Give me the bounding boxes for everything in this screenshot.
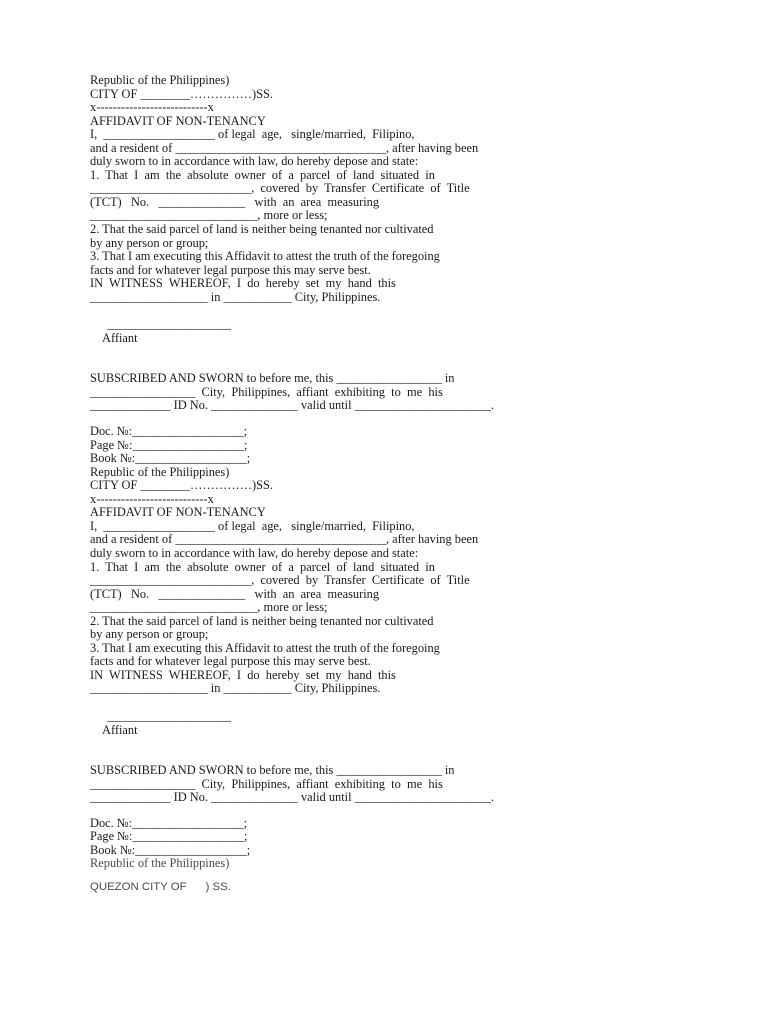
footer-caption: [90, 857, 560, 894]
caption-city: CITY OF ________……………)SS.: [90, 478, 274, 493]
paragraph-1-line-1: 1. That I am the absolute owner of a parcel of land situated in: [90, 167, 435, 182]
document-page: [90, 74, 560, 894]
paragraph-2-line-2: by any person or group;: [90, 627, 209, 642]
intro-line-2: and a resident of __________________________________, after having been: [90, 532, 479, 547]
affidavit-title: AFFIDAVIT OF NON-TENANCY: [90, 113, 266, 128]
jurat-line-1: SUBSCRIBED AND SWORN to before me, this _________________ in: [90, 763, 455, 778]
witness-line-1: IN WITNESS WHEREOF, I do hereby set my hand this: [90, 276, 396, 291]
page-number: Page №:__________________;: [90, 437, 248, 452]
caption-separator: x---------------------------x: [90, 100, 214, 115]
affidavit-1: [90, 74, 560, 466]
paragraph-3-line-2: facts and for whatever legal purpose this may serve best.: [90, 654, 371, 669]
affidavit-title: AFFIDAVIT OF NON-TENANCY: [90, 505, 266, 520]
jurat-line-2: _________________ City, Philippines, affiant exhibiting to me his: [90, 384, 443, 399]
paragraph-1-line-4: ___________________________, more or less;: [90, 600, 328, 615]
caption-city: CITY OF ________……………)SS.: [90, 86, 274, 101]
caption-republic: Republic of the Philippines): [90, 464, 230, 479]
footer-city-line: QUEZON CITY OF ) SS.: [90, 880, 231, 893]
intro-line-1: I, __________________ of legal age, single/married, Filipino,: [90, 518, 415, 533]
paragraph-1-line-2: __________________________, covered by Transfer Certificate of Title: [90, 181, 470, 196]
intro-line-2: and a resident of __________________________________, after having been: [90, 140, 479, 155]
paragraph-1-line-3: (TCT) No. ______________ with an area measuring: [90, 586, 380, 601]
jurat-line-3: _____________ ID No. ______________ valid until ______________________.: [90, 398, 495, 413]
intro-line-3: duly sworn to in accordance with law, do hereby depose and state:: [90, 154, 419, 169]
book-number: Book №:__________________;: [90, 451, 251, 466]
intro-line-1: I, __________________ of legal age, single/married, Filipino,: [90, 127, 415, 142]
doc-number: Doc. №:__________________;: [90, 815, 248, 830]
paragraph-1-line-1: 1. That I am the absolute owner of a parcel of land situated in: [90, 559, 435, 574]
paragraph-1-line-3: (TCT) No. ______________ with an area measuring: [90, 194, 380, 209]
paragraph-1-line-4: ___________________________, more or less;: [90, 208, 328, 223]
signature-line: ____________________: [107, 317, 231, 332]
jurat-line-3: _____________ ID No. ______________ valid until ______________________.: [90, 790, 495, 805]
footer-republic: Republic of the Philippines): [90, 856, 230, 871]
paragraph-2-line-2: by any person or group;: [90, 235, 209, 250]
page-number: Page №:__________________;: [90, 829, 248, 844]
paragraph-1-line-2: __________________________, covered by Transfer Certificate of Title: [90, 573, 470, 588]
paragraph-3-line-1: 3. That I am executing this Affidavit to attest the truth of the foregoing: [90, 249, 440, 264]
affiant-label: Affiant: [102, 722, 138, 737]
affiant-label: Affiant: [102, 330, 138, 345]
witness-line-2: ___________________ in ___________ City, Philippines.: [90, 289, 381, 304]
intro-line-3: duly sworn to in accordance with law, do hereby depose and state:: [90, 545, 419, 560]
caption-republic: Republic of the Philippines): [90, 73, 230, 87]
jurat-line-2: _________________ City, Philippines, affiant exhibiting to me his: [90, 776, 443, 791]
witness-line-2: ___________________ in ___________ City, Philippines.: [90, 681, 381, 696]
doc-number: Doc. №:__________________;: [90, 424, 248, 439]
signature-line: ____________________: [107, 708, 231, 723]
affidavit-2: [90, 466, 560, 858]
paragraph-2-line-1: 2. That the said parcel of land is neither being tenanted nor cultivated: [90, 222, 434, 237]
book-number: Book №:__________________;: [90, 842, 251, 857]
caption-separator: x---------------------------x: [90, 491, 214, 506]
witness-line-1: IN WITNESS WHEREOF, I do hereby set my hand this: [90, 667, 396, 682]
paragraph-3-line-1: 3. That I am executing this Affidavit to attest the truth of the foregoing: [90, 640, 440, 655]
paragraph-3-line-2: facts and for whatever legal purpose this may serve best.: [90, 262, 371, 277]
paragraph-2-line-1: 2. That the said parcel of land is neither being tenanted nor cultivated: [90, 613, 434, 628]
jurat-line-1: SUBSCRIBED AND SWORN to before me, this _________________ in: [90, 371, 455, 386]
